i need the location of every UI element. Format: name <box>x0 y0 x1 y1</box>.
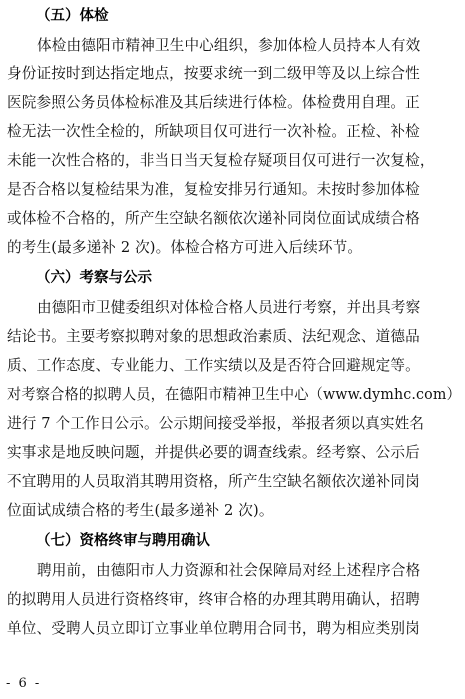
paragraph-line: 聘用前，由德阳市人力资源和社会保障局对经上述程序合格 <box>37 562 421 579</box>
paragraph-line: 实事求是地反映问题，并提供必要的调查线索。经考察、公示后 <box>7 444 420 461</box>
paragraph-line: 检无法一次性全检的，所缺项目仅可进行一次补检。正检、补检 <box>7 123 420 140</box>
paragraph-line: 未能一次性合格的，非当日当天复检存疑项目仅可进行一次复检， <box>7 152 435 169</box>
paragraph-line: 由德阳市卫健委组织对体检合格人员进行考察，并出具考察 <box>37 299 421 316</box>
paragraph-line: 的拟聘用人员进行资格终审，终审合格的办理其聘用确认，招聘 <box>7 591 420 608</box>
paragraph-line: 或体检不合格的，所产生空缺名额依次递补同岗位面试成绩合格 <box>7 210 420 227</box>
paragraph-line: 体检由德阳市精神卫生中心组织，参加体检人员持本人有效 <box>37 37 421 54</box>
paragraph-line: 质、工作态度、专业能力、工作实绩以及是否符合回避规定等。 <box>7 357 420 374</box>
paragraph-line: 位面试成绩合格的考生(最多递补 2 次)。 <box>7 502 274 519</box>
paragraph-line: 不宜聘用的人员取消其聘用资格，所产生空缺名额依次递补同岗 <box>7 473 420 490</box>
paragraph-line: 是否合格以复检结果为准，复检安排另行通知。未按时参加体检 <box>7 181 420 198</box>
section-heading-inspection-publicity: （六）考察与公示 <box>36 270 152 286</box>
page-number: - 6 - <box>6 676 42 691</box>
paragraph-line: 进行 7 个工作日公示。公示期间接受举报，举报者须以真实姓名 <box>7 415 425 432</box>
paragraph-line: 单位、受聘人员立即订立事业单位聘用合同书，聘为相应类别岗 <box>7 620 420 637</box>
paragraph-line: 的考生(最多递补 2 次)。体检合格方可进入后续环节。 <box>7 239 363 256</box>
paragraph-line: 对考察合格的拟聘人员，在德阳市精神卫生中心（www.dymhc.com） <box>7 386 461 403</box>
section-heading-physical-exam: （五）体检 <box>36 8 109 24</box>
paragraph-line: 身份证按时到达指定地点，按要求统一到二级甲等及以上综合性 <box>7 65 420 82</box>
paragraph-line: 结论书。主要考察拟聘对象的思想政治素质、法纪观念、道德品 <box>7 328 420 345</box>
paragraph-line: 医院参照公务员体检标准及其后续进行体检。体检费用自理。正 <box>7 94 420 111</box>
section-heading-final-review: （七）资格终审与聘用确认 <box>36 533 210 549</box>
